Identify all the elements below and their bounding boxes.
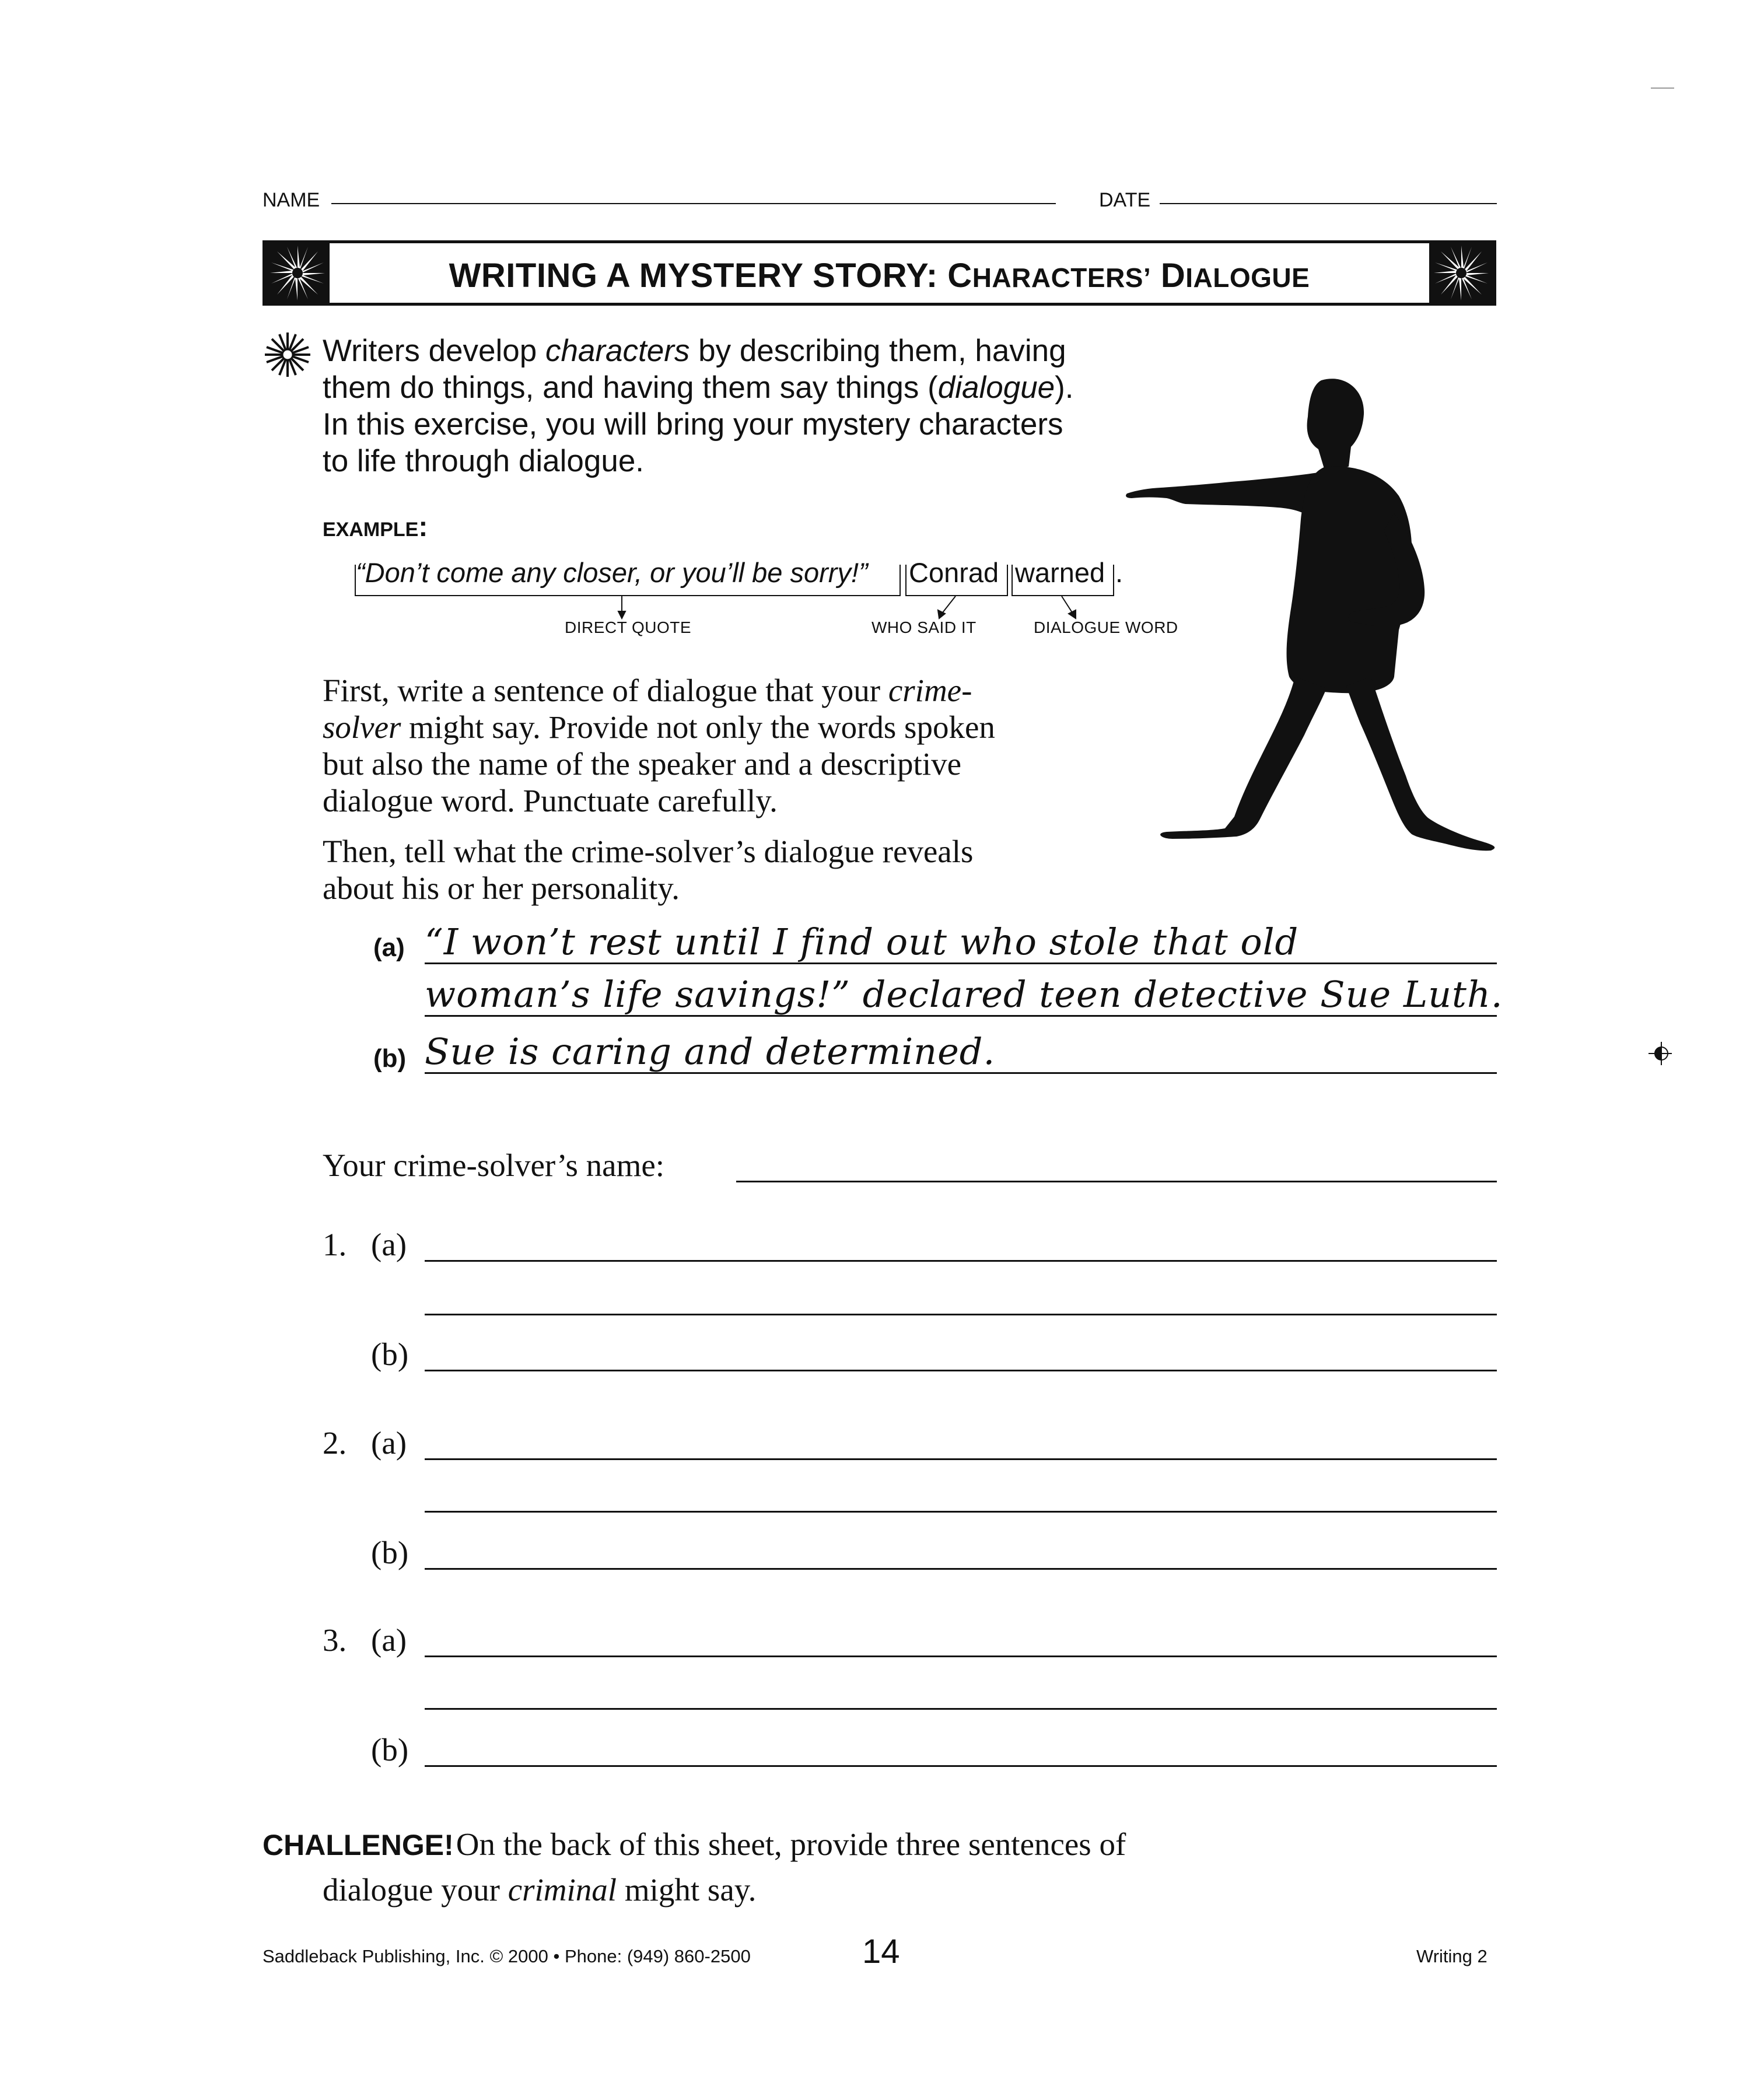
challenge-block: CHALLENGE! On the back of this sheet, provide three sentences of dialogue your criminal might say. [262,1826,1126,1908]
item-2-a-field[interactable] [425,1458,1497,1460]
item-1-b-field[interactable] [425,1370,1497,1371]
sample-a-line-2: woman’s life savings!” declared teen detective Sue Luth. [425,973,1503,1016]
example-label: EXAMPLE: [323,512,428,542]
sample-b-line-1: Sue is caring and determined. [425,1030,996,1073]
item-3-b-label: (b) [371,1732,409,1768]
footer-publisher: Saddleback Publishing, Inc. © 2000 • Phone: (949) 860-2500 [262,1946,751,1966]
item-1-number: 1. [323,1227,347,1262]
crime-solver-name-label: Your crime-solver’s name: [323,1147,665,1183]
example-dialogue-word: warned [1015,557,1105,588]
page-title: WRITING A MYSTERY STORY: CHARACTERS’ DIALOGUE [449,257,1310,295]
registration-mark [1648,1042,1672,1065]
sample-a-rule-1 [425,963,1497,964]
page-number: 14 [862,1933,900,1971]
sample-a-line-1: “I won’t rest until I find out who stole that old [425,921,1299,963]
crime-solver-name-field[interactable] [736,1181,1497,1182]
example-speaker: Conrad [909,557,999,588]
intro-paragraph: Writers develop characters by describing them, having them do things, and having them say things (dialogue). In this exercise, you will bring your mystery characters to life through dialogue. [323,334,1074,478]
sample-a-label: (a) [373,933,405,962]
item-3-b-field[interactable] [425,1765,1497,1767]
item-1-a-field-2[interactable] [425,1314,1497,1315]
instructions-paragraph-2: Then, tell what the crime-solver’s dialogue reveals about his or her personality. [323,834,974,906]
item-2-a-label: (a) [371,1425,407,1461]
item-2-b-label: (b) [371,1535,409,1570]
footer-series: Writing 2 [1416,1946,1488,1966]
item-1-a-label: (a) [371,1227,407,1262]
example-quote: “Don’t come any closer, or you’ll be sorry!” [356,557,868,588]
sample-a-rule-2 [425,1015,1497,1017]
challenge-label: CHALLENGE! [262,1829,454,1861]
pointing-figure-silhouette [1120,373,1505,852]
sample-b-rule [425,1072,1497,1074]
item-3-number: 3. [323,1622,347,1658]
sample-b-label: (b) [373,1044,407,1073]
caption-direct-quote: DIRECT QUOTE [565,618,692,636]
name-label: NAME [262,189,320,211]
instructions-paragraph-1: First, write a sentence of dialogue that your crime- solver might say. Provide not only the words spoken but also the name of the speaker and a descriptive dialogue word. Punctuate carefully. [323,673,995,818]
item-2-number: 2. [323,1425,347,1461]
caption-dialogue-word: DIALOGUE WORD [1034,618,1178,636]
caption-who-said-it: WHO SAID IT [872,618,977,636]
example-period: . [1115,557,1124,588]
date-label: DATE [1099,189,1151,211]
item-2-a-field-2[interactable] [425,1511,1497,1513]
item-1-a-field[interactable] [425,1260,1497,1262]
item-3-a-field-2[interactable] [425,1708,1497,1710]
item-3-a-label: (a) [371,1622,407,1658]
item-1-b-label: (b) [371,1336,409,1372]
item-2-b-field[interactable] [425,1568,1497,1570]
item-3-a-field[interactable] [425,1656,1497,1657]
